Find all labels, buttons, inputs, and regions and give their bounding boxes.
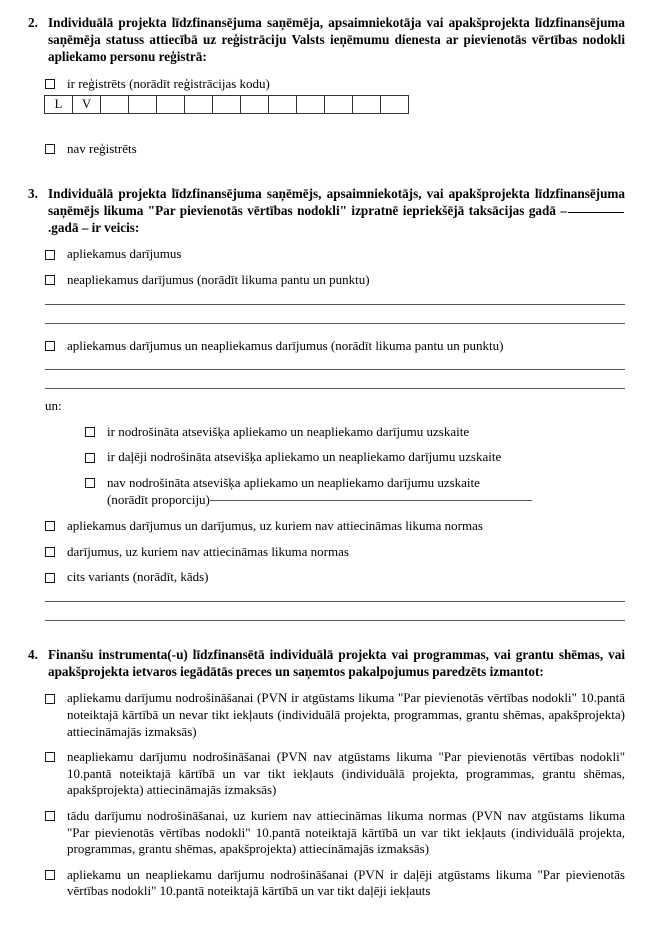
section-2-title: Individuālā projekta līdzfinansējuma saņēmēja, apsaimniekotāja vai apakšprojekta līdzfinansējuma saņēmēja statuss attiecībā uz reģistrāciju Valsts ieņēmumu dienesta ar pievienotās vērtības nodokli apliekamo personu reģistrā: bbox=[48, 15, 625, 65]
checkbox-no-accounting[interactable] bbox=[85, 478, 95, 488]
code-cell-10[interactable] bbox=[325, 96, 353, 114]
code-cell-5[interactable] bbox=[185, 96, 213, 114]
checkbox-nontaxable[interactable] bbox=[45, 275, 55, 285]
code-cell-4[interactable] bbox=[157, 96, 185, 114]
checkbox-row-taxable-and-outofscope[interactable] bbox=[45, 518, 625, 535]
checkbox-is-registered[interactable] bbox=[45, 79, 55, 89]
fill-line-proportion[interactable] bbox=[210, 500, 532, 501]
checkbox-row-nontaxable[interactable] bbox=[45, 272, 625, 289]
section-3-title-part1: Individuālā projekta līdzfinansējuma saņēmējs, apsaimniekotājs, vai apakšprojekta līdzfinansējuma saņēmējs likuma "Par pievienotās vērtības nodokli" izpratnē iepriekšējā taksācijas gadā – bbox=[48, 185, 625, 218]
checkbox-separate-accounting[interactable] bbox=[85, 427, 95, 437]
checkbox-row-taxable[interactable] bbox=[45, 246, 625, 263]
checkbox-row-usage-mixed[interactable] bbox=[45, 867, 625, 900]
checkbox-row-no-accounting[interactable] bbox=[85, 475, 621, 508]
checkbox-label-is-registered: ir reģistrēts (norādīt reģistrācijas kodu) bbox=[67, 75, 270, 91]
checkbox-row-outofscope[interactable] bbox=[45, 544, 625, 561]
fill-line-nontaxable-1[interactable] bbox=[45, 304, 625, 305]
section-3-title bbox=[48, 185, 625, 237]
code-cell-1[interactable]: V bbox=[73, 96, 101, 114]
code-cell-12[interactable] bbox=[381, 96, 409, 114]
checkbox-not-registered[interactable] bbox=[45, 144, 55, 154]
code-cell-9[interactable] bbox=[297, 96, 325, 114]
checkbox-partial-accounting[interactable] bbox=[85, 453, 95, 463]
checkbox-label-other-variant: cits variants (norādīt, kāds) bbox=[67, 569, 209, 585]
section-4-number: 4. bbox=[28, 646, 38, 662]
checkbox-usage-outofscope[interactable] bbox=[45, 811, 55, 821]
checkbox-row-usage-outofscope[interactable] bbox=[45, 808, 625, 858]
checkbox-label-taxable: apliekamus darījumus bbox=[67, 246, 182, 262]
checkbox-row-separate-accounting[interactable] bbox=[85, 424, 621, 441]
code-cell-3[interactable] bbox=[129, 96, 157, 114]
checkbox-label-both: apliekamus darījumus un neapliekamus darījumus (norādīt likuma pantu un punktu) bbox=[67, 337, 504, 353]
fill-line-nontaxable-2[interactable] bbox=[45, 323, 625, 324]
checkbox-label-usage-taxable: apliekamu darījumu nodrošināšanai (PVN ir atgūstams likuma "Par pievienotās vērtības nodokli" 10.pantā noteiktajā kārtībā un nevar tikt iekļauts (individuālā projekta, programmas, grantu shēmas, apakšprojekta) attiecināmajās izmaksās) bbox=[67, 690, 625, 739]
section-2-number: 2. bbox=[28, 15, 38, 30]
code-cell-6[interactable] bbox=[213, 96, 241, 114]
checkbox-label-taxable-and-outofscope: apliekamus darījumus un darījumus, uz kuriem nav attiecināmas likuma normas bbox=[67, 518, 483, 534]
checkbox-label-usage-outofscope: tādu darījumu nodrošināšanai, uz kuriem nav attiecināmas likuma normas (PVN nav atgūstams likuma "Par pievienotās vērtības nodokli" 10.pantā noteiktajā kārtībā un var tikt iekļauts (individuālā projekta, programmas, grantu shēmas, apakšprojekta) attiecināmajās izmaksās) bbox=[67, 807, 625, 857]
checkbox-row-usage-taxable[interactable] bbox=[45, 690, 625, 740]
fill-line-both-2[interactable] bbox=[45, 388, 625, 389]
code-cell-7[interactable] bbox=[241, 96, 269, 114]
checkbox-label-no-accounting: nav nodrošināta atsevišķa apliekamo un neapliekamo darījumu uzskaite bbox=[107, 474, 480, 490]
checkbox-label-not-registered: nav reģistrēts bbox=[67, 141, 137, 157]
checkbox-label-partial-accounting: ir daļēji nodrošināta atsevišķa apliekamo un neapliekamo darījumu uzskaite bbox=[107, 449, 502, 465]
checkbox-usage-taxable[interactable] bbox=[45, 694, 55, 704]
code-cell-0[interactable]: L bbox=[45, 96, 73, 114]
checkbox-row-is-registered[interactable] bbox=[45, 76, 625, 93]
checkbox-label-usage-nontaxable: neapliekamu darījumu nodrošināšanai (PVN nav atgūstams likuma "Par pievienotās vērtības nodokli" 10.pantā noteiktajā kārtībā un var tikt iekļauts (individuālā projekta, programmas, grantu shēmas, apakšprojekta) attiecināmajās izmaksās) bbox=[67, 749, 625, 798]
code-cell-8[interactable] bbox=[269, 96, 297, 114]
checkbox-row-not-registered[interactable] bbox=[45, 141, 645, 158]
checkbox-usage-nontaxable[interactable] bbox=[45, 752, 55, 762]
checkbox-row-both[interactable] bbox=[45, 338, 625, 355]
checkbox-outofscope[interactable] bbox=[45, 547, 55, 557]
checkbox-other-variant[interactable] bbox=[45, 573, 55, 583]
registration-code-table[interactable] bbox=[44, 95, 409, 114]
checkbox-row-usage-nontaxable[interactable] bbox=[45, 749, 625, 799]
section-3-title-part2: .gadā – ir veicis: bbox=[48, 220, 140, 236]
section-2 bbox=[0, 0, 645, 92]
section-4 bbox=[0, 646, 645, 680]
checkbox-label-separate-accounting: ir nodrošināta atsevišķa apliekamo un neapliekamo darījumu uzskaite bbox=[107, 423, 470, 439]
fill-line-other-1[interactable] bbox=[45, 601, 625, 602]
year-blank-field[interactable] bbox=[568, 212, 624, 213]
table-row bbox=[45, 96, 409, 114]
checkbox-label-outofscope: darījumus, uz kuriem nav attiecināmas likuma normas bbox=[67, 543, 349, 559]
section-3-number: 3. bbox=[28, 185, 38, 201]
section-3 bbox=[0, 185, 645, 237]
checkbox-taxable[interactable] bbox=[45, 250, 55, 260]
checkbox-usage-mixed[interactable] bbox=[45, 870, 55, 880]
code-cell-11[interactable] bbox=[353, 96, 381, 114]
checkbox-label-nontaxable: neapliekamus darījumus (norādīt likuma pantu un punktu) bbox=[67, 272, 370, 287]
fill-line-both-1[interactable] bbox=[45, 369, 625, 370]
and-label: un: bbox=[45, 398, 62, 414]
section-4-title: Finanšu instrumenta(-u) līdzfinansētā individuālā projekta vai programmas, vai grantu shēmas, vai apakšprojekta ietvaros iegādātās preces un saņemtos pakalpojumus paredzēts izmantot: bbox=[48, 646, 625, 680]
checkbox-row-other-variant[interactable] bbox=[45, 569, 625, 586]
code-cell-2[interactable] bbox=[101, 96, 129, 114]
proportion-label: (norādīt proporciju) bbox=[107, 491, 210, 507]
checkbox-both[interactable] bbox=[45, 341, 55, 351]
fill-line-other-2[interactable] bbox=[45, 620, 625, 621]
checkbox-taxable-and-outofscope[interactable] bbox=[45, 521, 55, 531]
checkbox-row-partial-accounting[interactable] bbox=[85, 449, 621, 466]
checkbox-label-usage-mixed: apliekamu un neapliekamu darījumu nodrošināšanai (PVN ir daļēji atgūstams likuma "Par pievienotās vērtības nodokli" 10.pantā noteiktajā kārtībā un var tikt daļēji iekļauts bbox=[67, 866, 625, 899]
